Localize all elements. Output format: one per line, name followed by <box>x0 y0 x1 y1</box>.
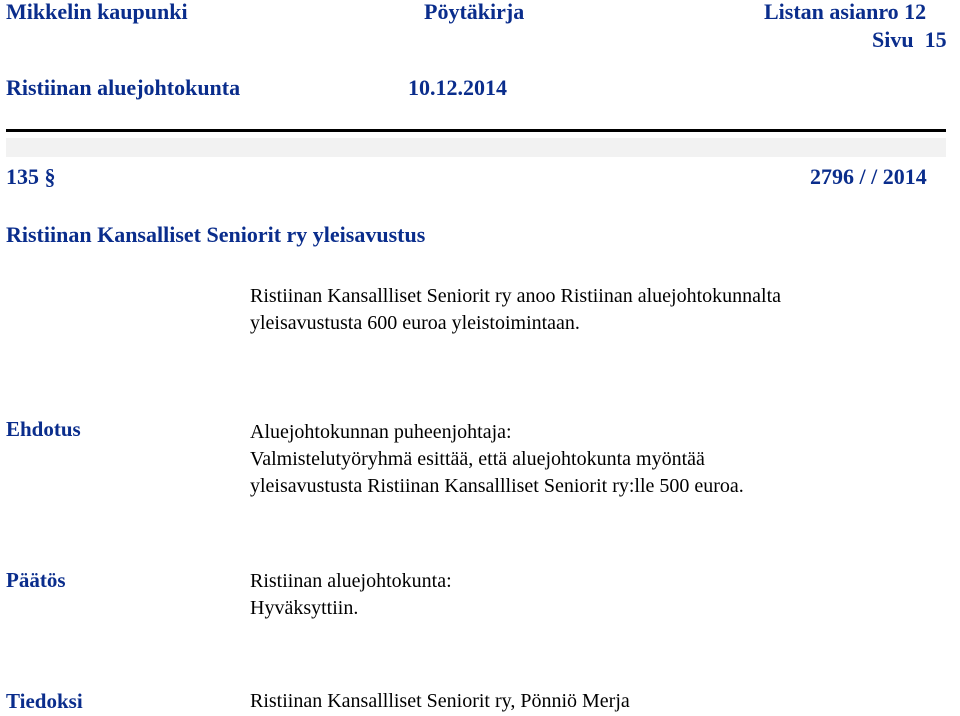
intro-line: yleisavustusta 600 euroa yleistoimintaan. <box>250 312 580 334</box>
info-line: Ristiinan Kansallliset Seniorit ry, Pönniö Merja <box>250 690 630 712</box>
proposal-paragraph <box>250 419 744 500</box>
governing-body: Ristiinan aluejohtokunta <box>6 75 241 100</box>
decision-line: Hyväksyttiin. <box>250 597 359 619</box>
proposal-label: Ehdotus <box>6 417 81 441</box>
section-number: 135 § <box>6 164 56 189</box>
case-title: Ristiinan Kansalliset Seniorit ry yleisavustus <box>6 222 426 247</box>
listing-number: Listan asianro 12 <box>764 0 927 24</box>
proposal-line: Valmistelutyöryhmä esittää, että aluejohtokunta myöntää <box>250 448 705 470</box>
info-paragraph <box>250 688 630 715</box>
page-number: Sivu 15 <box>872 27 947 52</box>
header-rule <box>6 129 946 132</box>
decision-line: Ristiinan aluejohtokunta: <box>250 570 452 592</box>
document-type: Pöytäkirja <box>424 0 525 24</box>
proposal-line: yleisavustusta Ristiinan Kansallliset Seniorit ry:lle 500 euroa. <box>250 475 744 497</box>
record-id: 2796 / / 2014 <box>810 164 927 189</box>
decision-paragraph <box>250 568 452 622</box>
decision-label: Päätös <box>6 568 66 592</box>
organization-name: Mikkelin kaupunki <box>6 0 188 24</box>
proposal-line: Aluejohtokunnan puheenjohtaja: <box>250 421 512 443</box>
meeting-date: 10.12.2014 <box>408 75 507 100</box>
intro-line: Ristiinan Kansallliset Seniorit ry anoo Ristiinan aluejohtokunnalta <box>250 285 782 307</box>
intro-paragraph <box>250 283 781 337</box>
header-band <box>6 138 946 157</box>
info-label: Tiedoksi <box>6 689 83 713</box>
